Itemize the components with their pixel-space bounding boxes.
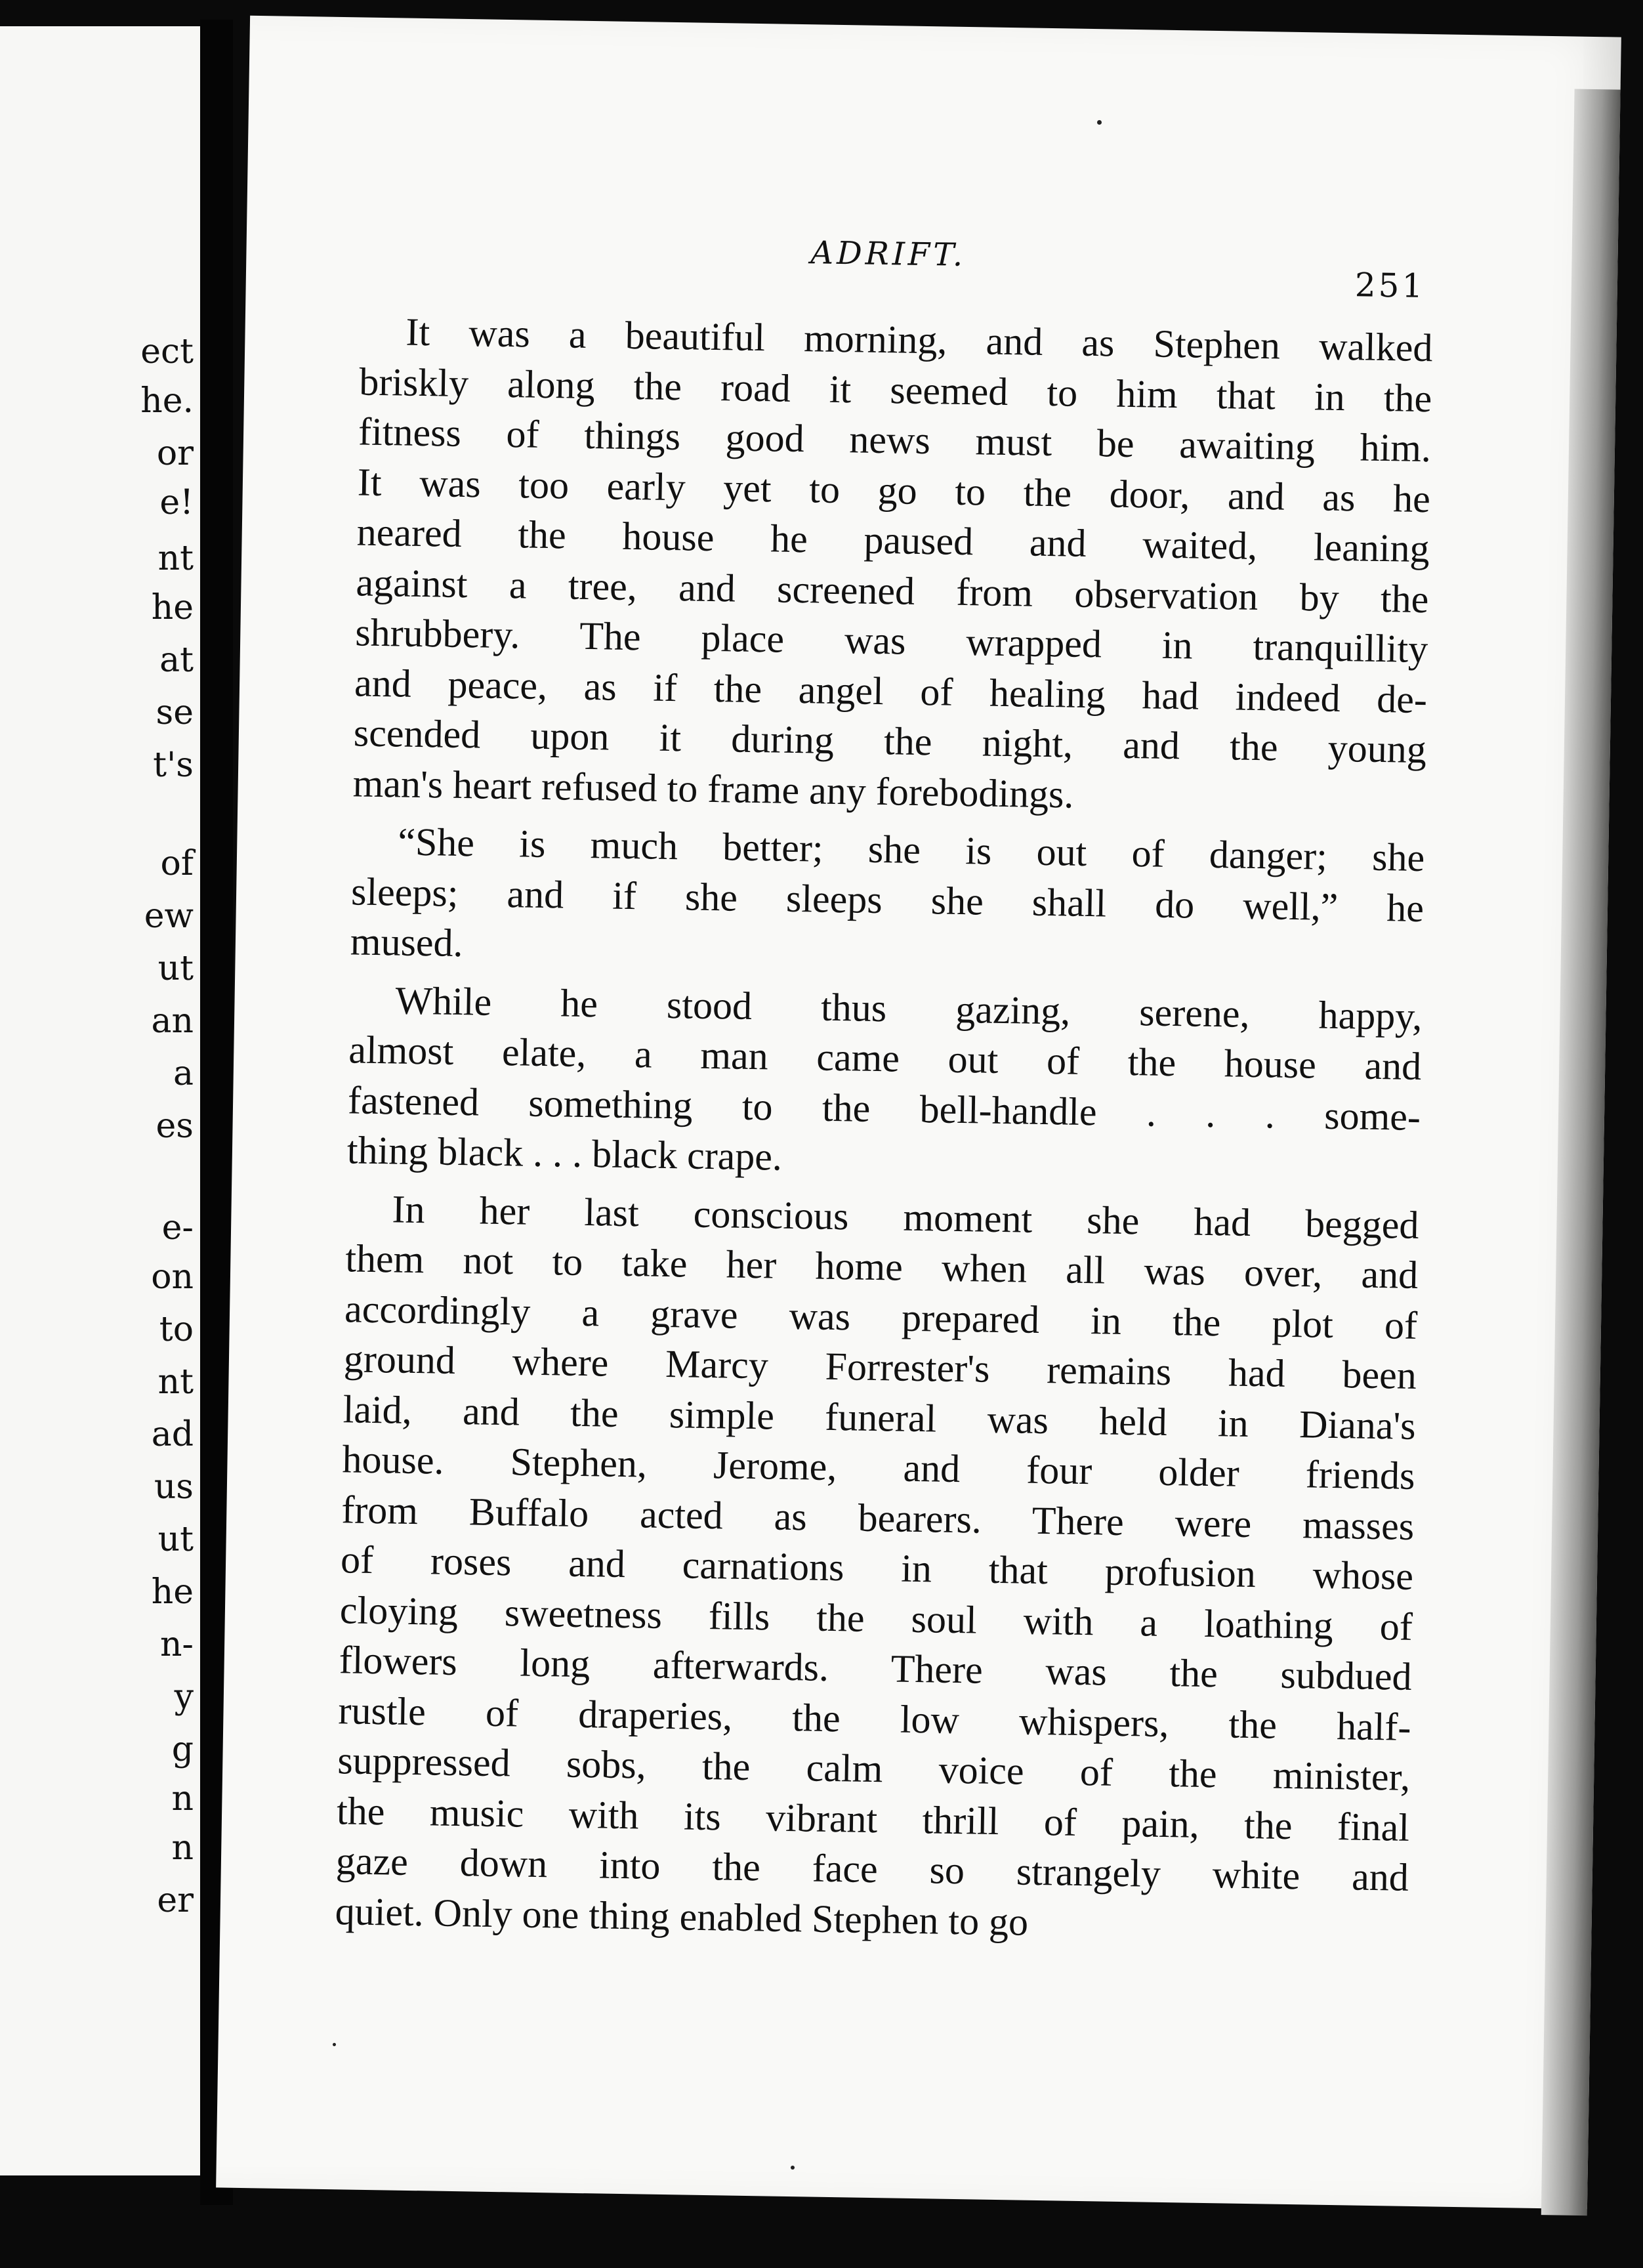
paragraph (346, 975, 1423, 1192)
text-line: briskly along the road it seemed to him that in the (358, 359, 1432, 420)
facing-page-fragment: g (171, 1730, 194, 1769)
text-line: laid, and the simple funeral was held in Diana's (343, 1387, 1417, 1448)
facing-page-fragment: or (156, 434, 194, 473)
text-line: thing black . . . black crape. (346, 1128, 783, 1179)
facing-page-fragment: nt (157, 539, 194, 578)
facing-page-fragment: er (157, 1881, 194, 1920)
facing-page-fragment: he (151, 588, 194, 627)
text-line: against a tree, and screened from observation by the (356, 560, 1429, 621)
text-line: from Buffalo acted as bearers. There were masses (341, 1487, 1415, 1548)
facing-page-fragment: n- (159, 1625, 194, 1664)
text-line: ground where Marcy Forrester's remains had been (343, 1337, 1417, 1397)
facing-page-fragment: ew (144, 896, 194, 936)
running-head: ADRIFT. (810, 234, 967, 274)
facing-page-fragment: he. (140, 381, 194, 421)
text-line: It was a beautiful morning, and as Stephen walked (406, 310, 1433, 370)
paragraph (352, 306, 1433, 825)
text-line: gaze down into the face so strangely white and (335, 1839, 1409, 1899)
text-line: flowers long afterwards. There was the subdued (339, 1638, 1413, 1698)
text-line: almost elate, a man came out of the house and (348, 1028, 1422, 1089)
text-line: neared the house he paused and waited, leaning (356, 510, 1430, 571)
facing-page-fragment: t's (153, 746, 194, 785)
text-line: suppressed sobs, the calm voice of the minister, (337, 1738, 1411, 1799)
facing-page-fragment: ut (157, 949, 194, 988)
paragraph (335, 1183, 1419, 1953)
text-line: While he stood thus gazing, serene, happy, (395, 978, 1423, 1038)
text-line: “She is much better; she is out of danger; she (397, 820, 1425, 880)
dust-speck (791, 2166, 795, 2170)
text-line: fitness of things good news must be awaiting him. (358, 410, 1432, 471)
text-line: them not to take her home when all was over, and (344, 1236, 1419, 1297)
dust-speck (333, 2043, 336, 2046)
facing-page-fragment: nt (157, 1362, 194, 1402)
text-line: sleeps; and if she sleeps she shall do well,” he (350, 869, 1425, 930)
text-line: cloying sweetness fills the soul with a loathing of (339, 1587, 1413, 1648)
facing-page-fragment: ut (157, 1520, 194, 1559)
text-line: house. Stephen, Jerome, and four older friends (342, 1437, 1415, 1498)
text-line: shrubbery. The place was wrapped in tranquillity (354, 610, 1428, 671)
facing-page-fragment: an (151, 1001, 194, 1041)
paragraph (350, 816, 1425, 983)
text-line: rustle of draperies, the low whispers, the half- (338, 1688, 1411, 1749)
text-line: scended upon it during the night, and the young (353, 711, 1427, 772)
text-line: the music with its vibrant thrill of pain, the final (336, 1788, 1410, 1849)
text-line: of roses and carnations in that profusion whose (340, 1538, 1414, 1598)
facing-page-fragment: us (154, 1467, 194, 1507)
page-edge-shadow (1541, 89, 1621, 2216)
text-line: quiet. Only one thing enabled Stephen to go (335, 1889, 1029, 1944)
facing-page (0, 26, 203, 2175)
page-body (335, 306, 1433, 1952)
text-line: man's heart refused to frame any forebodings. (352, 761, 1074, 816)
facing-page-fragment: ect (140, 332, 194, 371)
facing-page-fragment: e! (159, 483, 194, 522)
page-number: 251 (1354, 266, 1426, 305)
text-line: In her last conscious moment she had begged (392, 1186, 1419, 1247)
text-line: fastened something to the bell-handle . . . some- (347, 1078, 1421, 1139)
text-line: mused. (350, 919, 464, 965)
facing-page-fragment: e- (161, 1208, 194, 1248)
facing-page-fragment: at (159, 640, 194, 680)
facing-page-fragment: n (171, 1779, 194, 1818)
text-line: accordingly a grave was prepared in the plot of (344, 1286, 1418, 1347)
facing-page-fragment: on (151, 1257, 194, 1297)
book-page (216, 16, 1621, 2209)
facing-page-fragment: a (173, 1054, 194, 1093)
facing-page-fragment: n (171, 1828, 194, 1868)
text-line: It was too early yet to go to the door, and as he (357, 459, 1431, 520)
facing-page-fragment: ad (151, 1415, 194, 1454)
facing-page-fragment: y (174, 1677, 194, 1717)
facing-page-fragment: to (159, 1310, 194, 1349)
facing-page-fragment: se (156, 693, 194, 732)
dust-speck (1097, 120, 1102, 125)
facing-page-fragment: es (156, 1106, 194, 1146)
facing-page-fragment: of (160, 844, 194, 883)
text-line: and peace, as if the angel of healing had indeed de- (354, 660, 1428, 721)
facing-page-fragment: he (151, 1572, 194, 1612)
